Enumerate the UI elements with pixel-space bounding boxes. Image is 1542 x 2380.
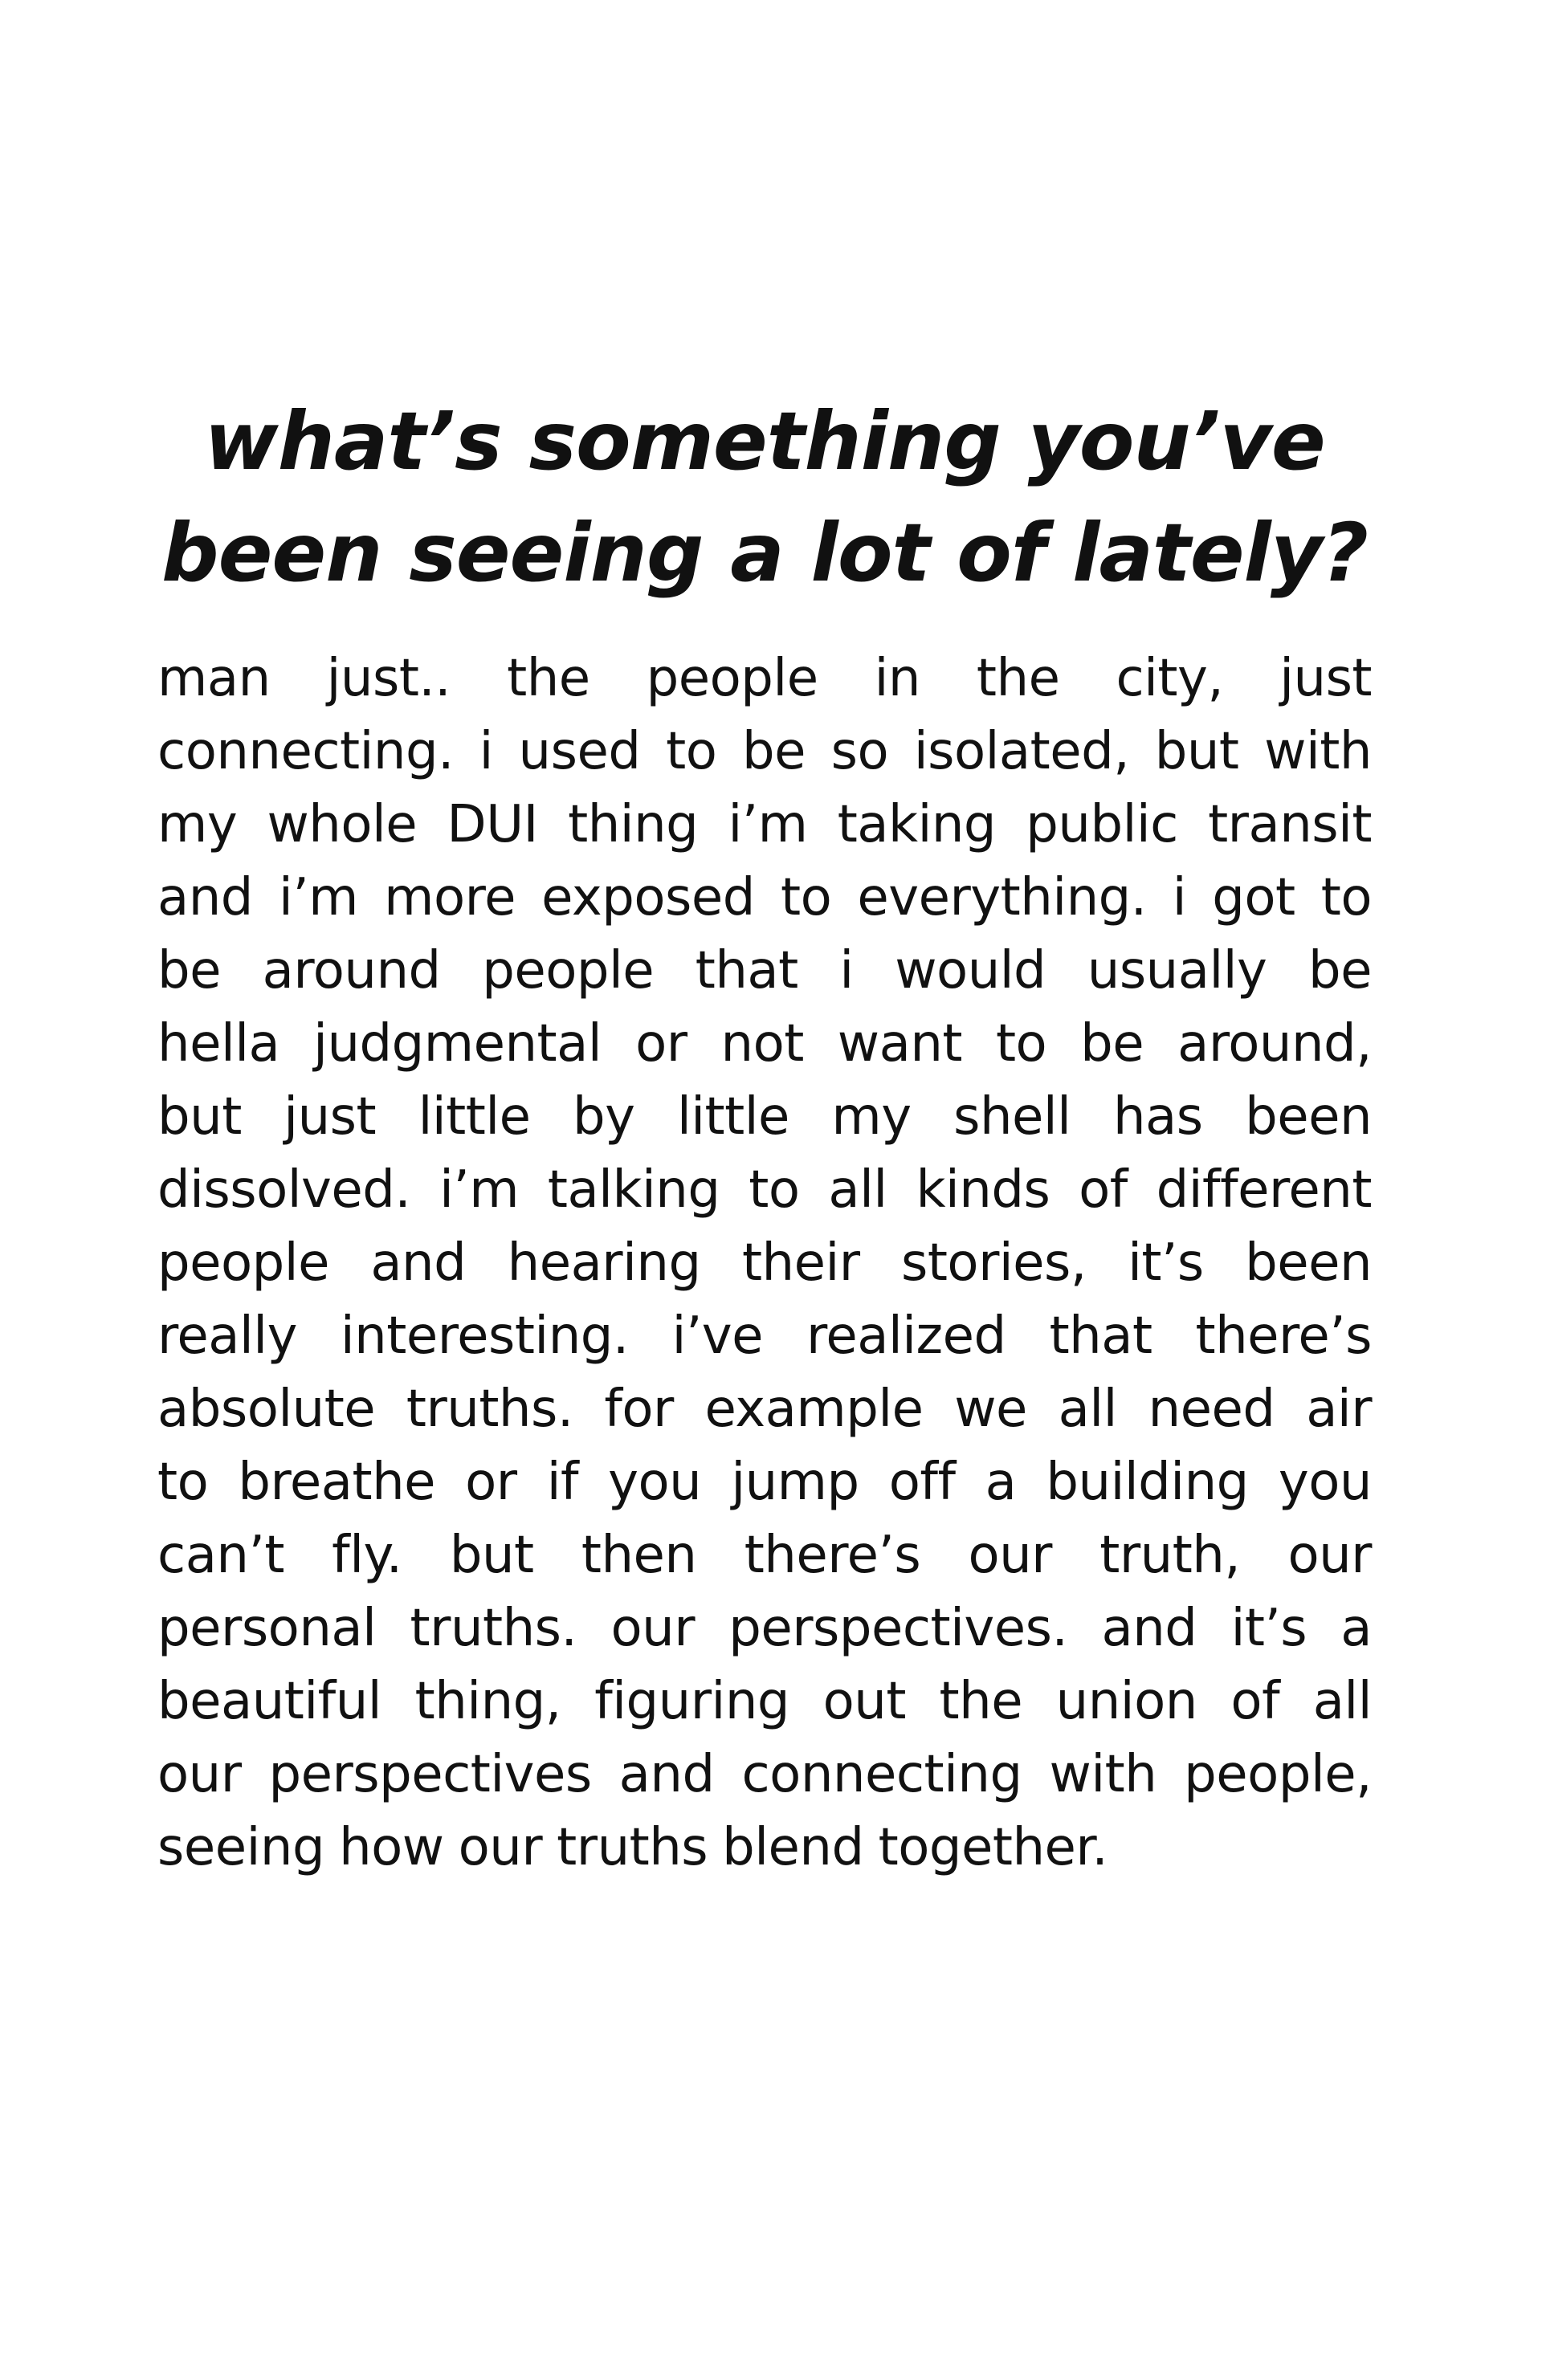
word: we [954,1380,1027,1439]
word: beautiful [157,1672,382,1731]
word: and [370,1233,467,1293]
answer-line [157,935,1372,1008]
word: fly. [332,1526,402,1585]
question-line: what’s something you’ve [204,394,1325,488]
word: i’m [439,1160,520,1220]
answer-line [157,715,1372,789]
answer-line [157,789,1372,862]
word: want [837,1014,962,1074]
word: or [465,1453,517,1512]
answer-line [157,1738,1372,1811]
word: people [646,649,818,708]
word: you [1278,1453,1372,1512]
word: out [822,1672,906,1731]
question-line: been seeing a lot of lately? [161,506,1369,600]
word: really [157,1306,297,1366]
word: man [157,649,271,708]
word: absolute [157,1380,376,1439]
word: just [284,1087,377,1147]
word: used [518,722,641,781]
word: a [1340,1599,1372,1658]
word: truth, [1099,1526,1241,1585]
word: public [1026,795,1178,854]
word: seeing [157,1818,325,1877]
word: my [157,795,238,854]
word: perspectives. [728,1599,1068,1658]
word: kinds [916,1160,1050,1220]
word: figuring [594,1672,789,1731]
word: in [874,649,920,708]
word: been [1245,1087,1372,1147]
word: and [1101,1599,1197,1658]
word: and [157,868,253,927]
word: air [1306,1380,1372,1439]
answer-line [157,1154,1372,1227]
word: there’s [1195,1306,1372,1366]
word: hella [157,1014,280,1074]
word: thing, [414,1672,561,1731]
word: would [895,941,1046,1000]
word: connecting. [157,722,454,781]
word: it’s [1230,1599,1307,1658]
word: a [985,1453,1017,1512]
answer-line [157,1300,1372,1373]
answer-line [157,1446,1372,1519]
word: by [572,1087,635,1147]
word: truths [557,1818,708,1877]
word: example [704,1380,924,1439]
word: realized [806,1306,1006,1366]
word: stories, [900,1233,1087,1293]
word: everything. [857,868,1147,927]
word: but [157,1087,242,1147]
word: to [666,722,717,781]
word: to [995,1014,1047,1074]
word: little [418,1087,531,1147]
word: breathe [238,1453,436,1512]
word: city, [1116,649,1224,708]
word: my [831,1087,912,1147]
word: be [1080,1014,1144,1074]
word: need [1148,1380,1275,1439]
answer-line [157,1227,1372,1300]
word: the [507,649,590,708]
word: building [1046,1453,1249,1512]
word: judgmental [313,1014,602,1074]
word: all [1312,1672,1372,1731]
answer-line [157,642,1372,715]
answer-line [157,1592,1372,1665]
word: be [157,941,221,1000]
word: hearing [507,1233,701,1293]
word: i’ve [671,1306,764,1366]
answer-line [157,1519,1372,1592]
page [157,385,1372,1885]
answer-line [157,1081,1372,1154]
word: not [720,1014,804,1074]
word: personal [157,1599,377,1658]
word: i [479,722,493,781]
word: how [339,1818,444,1877]
word: all [828,1160,887,1220]
word: with [1264,722,1372,781]
word: with [1049,1745,1157,1804]
word: i [1172,868,1187,927]
word: be [742,722,806,781]
word: has [1112,1087,1203,1147]
word: to [1320,868,1372,927]
word: union [1055,1672,1197,1731]
answer-line [157,1373,1372,1446]
word: our [458,1818,543,1877]
word: blend [722,1818,864,1877]
word: connecting [741,1745,1022,1804]
word: around [262,941,441,1000]
word: little [676,1087,789,1147]
word: truths. [406,1380,573,1439]
word: talking [547,1160,720,1220]
word: can’t [157,1526,284,1585]
word: all [1058,1380,1117,1439]
word: but [1154,722,1239,781]
word: their [741,1233,860,1293]
word: usually [1087,941,1267,1000]
word: our [968,1526,1052,1585]
word: be [1307,941,1372,1000]
word: to [157,1453,209,1512]
word: it’s [1128,1233,1204,1293]
word: transit [1208,795,1372,854]
word: people [482,941,655,1000]
word: together. [878,1818,1108,1877]
word: more [384,868,516,927]
word: that [695,941,798,1000]
word: i’m [279,868,359,927]
word: whole [267,795,418,854]
word: or [635,1014,687,1074]
word: DUI [447,795,538,854]
word: that [1049,1306,1152,1366]
word: thing [568,795,699,854]
question-heading [157,385,1372,609]
word: jump [731,1453,859,1512]
answer-line [157,862,1372,935]
word: our [157,1745,242,1804]
word: different [1156,1160,1372,1220]
word: to [749,1160,800,1220]
answer-line [157,1811,1372,1885]
word: i [839,941,854,1000]
word: just [1279,649,1372,708]
word: people [157,1233,329,1293]
answer-line [157,1665,1372,1738]
word: and [618,1745,715,1804]
word: then [581,1526,697,1585]
word: of [1230,1672,1280,1731]
answer-line [157,1008,1372,1081]
word: dissolved. [157,1160,411,1220]
word: taking [837,795,997,854]
word: perspectives [268,1745,592,1804]
word: the [939,1672,1023,1731]
word: if [546,1453,579,1512]
word: interesting. [340,1306,629,1366]
word: you [608,1453,702,1512]
word: truths. [410,1599,577,1658]
word: around, [1177,1014,1372,1074]
word: our [610,1599,696,1658]
word: been [1245,1233,1372,1293]
word: to [780,868,832,927]
word: there’s [744,1526,921,1585]
word: isolated, [913,722,1130,781]
word: our [1287,1526,1372,1585]
word: off [888,1453,956,1512]
word: i’m [728,795,808,854]
word: just.. [326,649,451,708]
word: for [604,1380,674,1439]
word: of [1079,1160,1128,1220]
word: the [976,649,1060,708]
word: so [830,722,889,781]
word: but [449,1526,534,1585]
answer-text [157,642,1372,1885]
word: got [1212,868,1295,927]
word: people, [1184,1745,1372,1804]
word: shell [953,1087,1071,1147]
word: exposed [541,868,755,927]
